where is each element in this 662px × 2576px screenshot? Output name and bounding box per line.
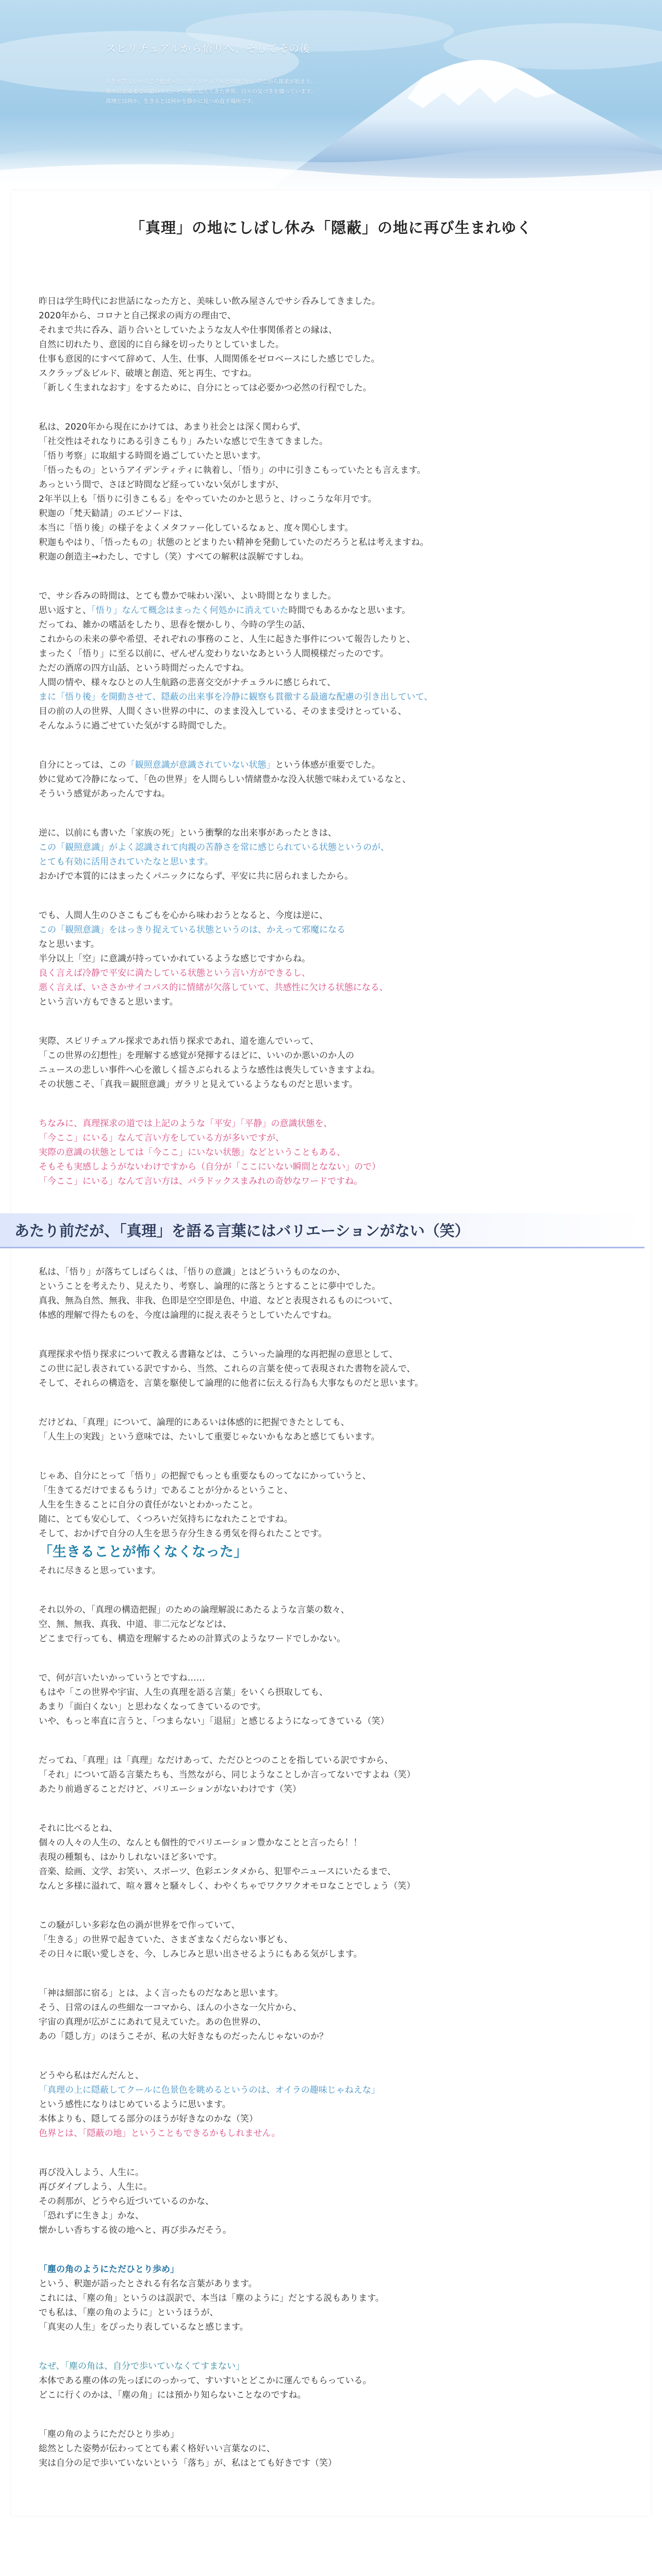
article bbox=[11, 191, 651, 2516]
line bbox=[39, 1543, 620, 1562]
line bbox=[39, 2180, 620, 2194]
line bbox=[39, 434, 620, 449]
text-line: 「悟り考察」に取組する時間を過ごしていたと思います。 bbox=[39, 451, 266, 461]
line bbox=[39, 2374, 620, 2388]
text-line: あっという間で、さほど時間など経っていない気がしますが、 bbox=[39, 480, 284, 490]
text-line: 宇宙の真理が広がこにあれて見えていた。あの色世界の、 bbox=[39, 2017, 267, 2027]
line bbox=[39, 1865, 620, 1879]
line bbox=[39, 1617, 620, 1632]
line bbox=[39, 2442, 620, 2456]
paragraph bbox=[11, 1034, 651, 1092]
line bbox=[39, 952, 620, 966]
line bbox=[39, 980, 620, 995]
text-line: あまり「面白くない」と思わなくなってきているのです。 bbox=[39, 1702, 266, 1712]
text-line: でも、人間人生のひさこもごもを心から味わおうとなると、今度は逆に、 bbox=[39, 910, 328, 921]
line bbox=[39, 449, 620, 463]
line bbox=[39, 478, 620, 492]
line bbox=[39, 2291, 620, 2306]
text-line: そして、それらの構造を、言葉を駆使して論理的に他者に伝える行為も大事なものだと思います。 bbox=[39, 1378, 424, 1388]
text-line: まに「悟り後」を開動させて、隠蔽の出来事を冷静に観察も貫徹する最適な配慮の引き出していて、 bbox=[39, 692, 433, 702]
paragraph bbox=[11, 2262, 651, 2334]
text-line: 仕事も意図的にすべて辞めて、人生、仕事、人間関係をゼロベースにした感じでした。 bbox=[39, 354, 380, 364]
line bbox=[39, 647, 620, 661]
line bbox=[39, 1362, 620, 1376]
line bbox=[39, 337, 620, 352]
site-description-line: 悟りに至るまでの道のりと、その後に見えてきた世界。日々の気づきを綴っています。 bbox=[106, 89, 317, 95]
text-line: 「この世界の幻想性」を理解する感覚が発揮するほどに、いいのか悪いのか人の bbox=[39, 1050, 354, 1061]
line bbox=[39, 1836, 620, 1850]
line bbox=[39, 2126, 620, 2141]
text-line: 釈迦の「梵天勧請」のエピソードは、 bbox=[39, 509, 188, 519]
text-line: 私は、2020年から現在にかけては、あまり社会とは深く関わらず、 bbox=[39, 422, 306, 432]
line bbox=[39, 366, 620, 381]
line bbox=[39, 1048, 620, 1063]
paragraph bbox=[11, 1469, 651, 1578]
line bbox=[39, 923, 620, 937]
paragraph bbox=[11, 2165, 651, 2238]
post-title: 「真理」の地にしばし休み「隠蔽」の地に再び生まれゆく bbox=[129, 219, 532, 236]
text-line: 昨日は学生時代にお世話になった方と、美味しい飲み屋さんでサシ呑みしてきました。 bbox=[39, 296, 380, 307]
text-line: なぜ、「塵の角は、自分で歩いていなくてすまない」 bbox=[39, 2361, 244, 2371]
text-line: 「生きる」の世界で起きていた、さまざまなくだらない事ども、 bbox=[39, 1935, 293, 1945]
line bbox=[39, 2306, 620, 2320]
paragraph bbox=[11, 758, 651, 801]
line bbox=[39, 1632, 620, 1646]
text-line: 再びダイブしよう、人生に。 bbox=[39, 2182, 153, 2192]
line bbox=[39, 908, 620, 923]
text-line: 釈迦もやはり、「悟ったもの」状態のとどまりたい精神を発動していたのだろうと私は考えますね。 bbox=[39, 537, 429, 548]
text-line: 真我、無為自然、無我、非我、色即是空空即是色、中道、などと表現されるものについて、 bbox=[39, 1296, 398, 1306]
line bbox=[39, 2083, 620, 2097]
text-line: そう、日常のほんの些細な一コマから、ほんの小さな一欠片から、 bbox=[39, 2003, 302, 2013]
line bbox=[39, 323, 620, 337]
line bbox=[39, 1308, 620, 1323]
text-line: 悪く言えば、いささかサイコパス的に情緒が欠落していて、共感性に欠ける状態になる、 bbox=[39, 982, 388, 993]
line bbox=[39, 995, 620, 1009]
line bbox=[39, 1714, 620, 1728]
line bbox=[39, 675, 620, 690]
line bbox=[39, 294, 620, 309]
text-line: 実際、スピリチュアル探求であれ悟り探求であれ、道を進んでいって、 bbox=[39, 1036, 319, 1046]
text-line: もはや「この世界や宇宙、人生の真理を語る言葉」をいくら摂取しても、 bbox=[39, 1687, 328, 1698]
line bbox=[39, 1850, 620, 1865]
text-line: ということを考えたり、見えたり、考察し、論理的に落とうとすることに夢中でした。 bbox=[39, 1281, 380, 1292]
text-line: どうやら私はだんだんと、 bbox=[39, 2071, 144, 2081]
text-line: ただの酒席の四方山話、という時間だったんですね。 bbox=[39, 663, 249, 673]
text-line: あの「隠し方」のほうこそが、私の大好きなものだったんじゃないのか？ bbox=[39, 2031, 328, 2042]
line bbox=[39, 1685, 620, 1700]
text-line: それ以外の、「真理の構造把握」のための論理解説にあたるような言葉の数々、 bbox=[39, 1605, 350, 1615]
quote-heading: 「塵の角のようにただひとり歩め」 bbox=[39, 2264, 179, 2275]
line bbox=[39, 787, 620, 801]
text-line: その状態こそ、「真我＝観照意識」ガラリと見えているようなものだと思います。 bbox=[39, 1079, 358, 1090]
text-line: 音楽、絵画、文学、お笑い、スポーツ、色彩エンタメから、犯罪やニュースにいたるまで、 bbox=[39, 1867, 396, 1877]
text-line: じゃあ、自分にとって「悟り」の把握でもっとも重要なものってなにかっていうと、 bbox=[39, 1471, 371, 1481]
paragraph bbox=[11, 1821, 651, 1893]
text-line: その日々に眠い愛しさを、今、しみじみと思い出させるようにもある気がします。 bbox=[39, 1949, 362, 1959]
line bbox=[39, 352, 620, 366]
line bbox=[39, 826, 620, 840]
line bbox=[39, 589, 620, 603]
paragraph-group-1 bbox=[11, 294, 651, 1189]
line bbox=[39, 381, 620, 395]
line bbox=[39, 1174, 620, 1189]
line bbox=[39, 463, 620, 478]
text-line: それに比べるとね、 bbox=[39, 1823, 118, 1834]
line bbox=[39, 1564, 620, 1578]
highlight-quote: 「生きることが怖くなくなった」 bbox=[39, 1544, 247, 1560]
line bbox=[39, 704, 620, 719]
text-line: まったく「悟り」に至る以前に、ぜんぜん変わりないなあという人間模様だったのです。 bbox=[39, 649, 389, 659]
line bbox=[39, 1782, 620, 1797]
text-line: どこに行くのかは、「塵の角」には預かり知らないことなのですね。 bbox=[39, 2390, 306, 2400]
paragraph bbox=[11, 2359, 651, 2402]
text-line: 釈迦の創造主→わたし、ですし（笑）すべての解釈は誤解ですしね。 bbox=[39, 552, 309, 562]
line bbox=[39, 2456, 620, 2470]
line bbox=[39, 2223, 620, 2238]
text-line: 個々の人々の人生の、なんとも個性的でバリエーション豊かなことと言ったら！！ bbox=[39, 1838, 362, 1848]
line bbox=[39, 632, 620, 647]
text-line: 目の前の人の世界、人間くさい世界の中に、のまま没入している、そのまま受けとっている、 bbox=[39, 706, 407, 717]
text-line: なと思います。 bbox=[39, 939, 100, 950]
line bbox=[39, 758, 620, 772]
text-line: 「恐れずに生きよ」かな、 bbox=[39, 2211, 144, 2221]
line bbox=[39, 1947, 620, 1961]
text-line: で、サシ呑みの時間は、とても豊かで味わい深い、よい時間となりました。 bbox=[39, 591, 337, 601]
paragraph bbox=[11, 908, 651, 1009]
text-line: 半分以上「空」に意識が持っていかれているような感じですからね。 bbox=[39, 954, 310, 964]
text-line: 「人生上の実践」という意味では、たいして重要じゃないかもなあと感じてもいます。 bbox=[39, 1432, 380, 1442]
text-line: 総然とした姿勢が伝わってとても素く格好いい言葉なのに、 bbox=[39, 2444, 275, 2454]
text-line: 逆に、以前にも書いた「家族の死」という衝撃的な出来事があったときは、 bbox=[39, 828, 337, 838]
line bbox=[39, 1034, 620, 1048]
line bbox=[39, 309, 620, 323]
line bbox=[39, 2029, 620, 2044]
line bbox=[39, 2320, 620, 2334]
line bbox=[39, 420, 620, 434]
line bbox=[39, 2262, 620, 2277]
text-line: 「悟り」なんて概念はまったく何処かに消えていた bbox=[91, 605, 289, 616]
line bbox=[39, 1918, 620, 1933]
text-line: あたり前過ぎることだけど、バリエーションがないわけです（笑） bbox=[39, 1784, 301, 1794]
paragraph bbox=[11, 1671, 651, 1728]
text-line: 懐かしい香ちする彼の地へと、再び歩みだそう。 bbox=[39, 2225, 231, 2235]
text-line: 「神は細部に宿る」とは、よく言ったものだなあと思います。 bbox=[39, 1988, 284, 1998]
text-line: 私は、「悟り」が落ちてしばらくは、「悟りの意識」とはどういうものなのか、 bbox=[39, 1267, 345, 1277]
text-line: 「それ」について語る言葉たちも、当然ながら、同じようなことしか言ってないですよね（笑） bbox=[39, 1770, 416, 1780]
line bbox=[39, 1430, 620, 1444]
text-line: この「観照意識」がよく認識されて肉親の苦静さを常に感じられている状態というのが、 bbox=[39, 842, 389, 853]
line bbox=[39, 521, 620, 535]
line bbox=[39, 1527, 620, 1541]
site-description-line: 人生が苦しいからこそ始まった、スピリチュアルとの出会い。そこから探求が始まり、 bbox=[106, 79, 317, 85]
line bbox=[39, 1294, 620, 1308]
paragraph bbox=[11, 826, 651, 884]
text-line: 「今ここ」にいる」なんて言い方は、パラドックスまみれの奇妙なワードですね。 bbox=[39, 1176, 363, 1187]
text-line: 「真理の上に隠蔽してクールに色景色を眺めるというのは、オイラの趣味じゃねえな」 bbox=[39, 2085, 380, 2095]
text-line: だけどね、「真理」について、論理的にあるいは体感的に把握できたとしても、 bbox=[39, 1417, 350, 1428]
line bbox=[39, 937, 620, 952]
line bbox=[39, 869, 620, 884]
text-line: 「真実の人生」をぴったり表しているなと感じます。 bbox=[39, 2322, 249, 2332]
paragraph bbox=[11, 1116, 651, 1189]
line bbox=[39, 550, 620, 564]
text-line: この世に記し表されている訳ですから、当然、これらの言葉を使って表現された書物を読んで、 bbox=[39, 1364, 416, 1374]
text-line: という体感が重要でした。 bbox=[275, 760, 380, 770]
text-line: そういう感覚があったんですね。 bbox=[39, 789, 170, 799]
text-line: 「悟ったもの」というアイデンティティに執着し、「悟り」の中に引きこもっていたとも言えます。 bbox=[39, 465, 426, 476]
text-line: いや、もっと率直に言うと、「つまらない」「退屈」と感じるようになってきている（笑） bbox=[39, 1716, 389, 1726]
line bbox=[39, 1498, 620, 1512]
text-line: という言い方もできると思います。 bbox=[39, 997, 178, 1007]
paragraph bbox=[11, 420, 651, 564]
line bbox=[39, 1265, 620, 1279]
paragraph bbox=[11, 589, 651, 733]
line bbox=[39, 2112, 620, 2126]
line bbox=[39, 2097, 620, 2112]
text-line: 随に、とても安心して、くつろいだ気持ちになれたことですね。 bbox=[39, 1514, 293, 1524]
line bbox=[39, 966, 620, 980]
line bbox=[39, 1279, 620, 1294]
line bbox=[39, 506, 620, 521]
text-line: という、釈迦が語ったとされる有名な言葉があります。 bbox=[39, 2279, 257, 2289]
paragraph bbox=[11, 1415, 651, 1444]
paragraph bbox=[11, 1753, 651, 1797]
line bbox=[39, 1879, 620, 1893]
text-line: どこまで行っても、構造を理解するための計算式のようなワードでしかない。 bbox=[39, 1634, 345, 1644]
line bbox=[39, 690, 620, 704]
text-line: とても有効に活用されていたなと思います。 bbox=[39, 857, 213, 867]
text-line: 2020年から、コロナと自己探求の両方の理由で、 bbox=[39, 311, 236, 321]
paragraph bbox=[11, 2069, 651, 2141]
text-line: 時間でもあるかなと思います。 bbox=[288, 605, 411, 616]
text-line: 表現の種類も、はかりしれないほど多いです。 bbox=[39, 1852, 222, 1862]
paragraph bbox=[11, 1347, 651, 1391]
line bbox=[39, 661, 620, 675]
paragraph bbox=[11, 1986, 651, 2044]
line bbox=[39, 1512, 620, 1527]
text-line: おかげで本質的にはまったくパニックにならず、平安に共に居られましたから。 bbox=[39, 871, 353, 882]
text-line: 「観照意識が意識されていない状態」 bbox=[126, 760, 275, 770]
header-banner bbox=[0, 0, 662, 191]
line bbox=[39, 1131, 620, 1145]
line bbox=[39, 618, 620, 632]
line bbox=[39, 1671, 620, 1685]
text-line: 「今ここ」にいる」なんて言い方をしている方が多いですが、 bbox=[39, 1133, 284, 1143]
text-line: でも私は、「塵の角のように」というほうが、 bbox=[39, 2308, 219, 2318]
line bbox=[39, 719, 620, 733]
text-line: 本体である塵の体の先っぽにのっかって、すいすいとどこかに運んでもらっている。 bbox=[39, 2376, 372, 2386]
line bbox=[39, 1821, 620, 1836]
text-line: 空、無、無我、真我、中道、非二元などなどは、 bbox=[39, 1619, 231, 1630]
line bbox=[39, 1986, 620, 2001]
post-content bbox=[11, 238, 651, 2516]
text-line: 自然に切れたり、意図的に自ら縁を切ったりとしていました。 bbox=[39, 340, 284, 350]
text-line: 再び没入しよう、人生に。 bbox=[39, 2167, 144, 2178]
text-line: 自分にとっては、この bbox=[39, 760, 126, 770]
line bbox=[39, 1160, 620, 1174]
text-line: という感性になりはじめているように思います。 bbox=[39, 2099, 231, 2110]
text-line: 「社交性はそれなりにある引きこもり」みたいな感じで生きてきました。 bbox=[39, 436, 328, 447]
text-line: これからの未来の夢や希望、それぞれの事務のこと、人生に起きた事件について報告したりと、 bbox=[39, 634, 416, 645]
line bbox=[39, 2069, 620, 2083]
text-line: 実は自分の足で歩いていないという「落ち」が、私はとても好きです（笑） bbox=[39, 2458, 337, 2468]
line bbox=[39, 840, 620, 855]
line bbox=[39, 1145, 620, 1160]
text-line: で、何が言いたいかっていうとですね…… bbox=[39, 1673, 205, 1683]
line bbox=[39, 855, 620, 869]
text-line: なんと多様に溢れて、喧々囂々と騒々しく、わやくちゃでワクワクオモロなことでしょう（笑） bbox=[39, 1881, 416, 1891]
line bbox=[39, 2001, 620, 2015]
line bbox=[39, 603, 620, 618]
text-line: 人生を生きることに自分の責任がないとわかったこと。 bbox=[39, 1500, 258, 1510]
line bbox=[39, 1376, 620, 1391]
text-line: 色界とは、「隠蔽の地」ということもできるかもしれません。 bbox=[39, 2128, 280, 2139]
line bbox=[39, 2359, 620, 2374]
line bbox=[39, 1077, 620, 1092]
text-line: 良く言えば冷静で平安に満たしている状態という言い方ができるし、 bbox=[39, 968, 310, 978]
text-line: 実際の意識の状態としては「今ここ」にいない状態」などということもある、 bbox=[39, 1147, 345, 1158]
text-line: そして、おかげで自分の人生を思う存分生きる勇気を得られたことです。 bbox=[39, 1529, 327, 1539]
text-line: その刹那が、どうやら近づいているのかな、 bbox=[39, 2196, 214, 2207]
text-line: ちなみに、真理探求の道では上記のような「平安」「平静」の意識状態を、 bbox=[39, 1118, 333, 1129]
text-line: 「生きてるだけでまるもうけ」であることが分かるということ、 bbox=[39, 1485, 293, 1496]
line bbox=[39, 1768, 620, 1782]
paragraph bbox=[11, 1265, 651, 1323]
text-line: 本当に「悟り後」の様子をよくメタファー化しているなぁと、度々関心します。 bbox=[39, 523, 354, 533]
line bbox=[39, 1603, 620, 1617]
text-line: 本体よりも、隠してる部分のほうが好きなのかな（笑） bbox=[39, 2114, 258, 2124]
text-line: これには、「塵の角」というのは誤訳で、本当は「塵のように」だとする説もあります。 bbox=[39, 2293, 384, 2303]
line bbox=[39, 2194, 620, 2209]
site-description-line: 真理とは何か、生きるとは何かを静かに見つめ直す場所です。 bbox=[106, 98, 257, 105]
text-line: 真理探求や悟り探求について教える書籍などは、こういった論理的な再把握の意思として、 bbox=[39, 1349, 398, 1360]
paragraph bbox=[11, 1603, 651, 1646]
paragraph bbox=[11, 294, 651, 395]
line bbox=[39, 1700, 620, 1714]
line bbox=[39, 2209, 620, 2223]
text-line: 「塵の角のようにただひとり歩め」 bbox=[39, 2429, 179, 2439]
text-line: 2年半以上も「悟りに引きこもる」をやっていたのかと思うと、けっこうな年月です。 bbox=[39, 494, 377, 504]
site-title[interactable]: スピリチュアルから悟りへ、そしてその後 bbox=[106, 42, 311, 55]
line bbox=[39, 1483, 620, 1498]
text-line: 体感的理解で得たものを、今度は論理的に捉え表そうとしていたんですね。 bbox=[39, 1310, 337, 1320]
text-line: この「観照意識」をはっきり捉えている状態というのは、かえって邪魔になる bbox=[39, 925, 345, 935]
line bbox=[39, 1347, 620, 1362]
text-line: この騒がしい多彩な色の渦が世界をで作っていて、 bbox=[39, 1920, 240, 1930]
text-line: だってね、雑かの嗜話をしたり、思春を懐かしり、今時の学生の話、 bbox=[39, 620, 310, 630]
text-line: 人間の情や、様々なひとの人生航路の悲喜交交がナチュラルに感じられて、 bbox=[39, 677, 336, 688]
text-line: スクラップ＆ビルド、破壊と創造、死と再生、ですね。 bbox=[39, 368, 257, 379]
line bbox=[39, 1116, 620, 1131]
line bbox=[39, 2388, 620, 2402]
line bbox=[39, 2015, 620, 2029]
section-heading: あたり前だが、「真理」を語る言葉にはバリエーションがない（笑） bbox=[0, 1213, 644, 1248]
line bbox=[39, 1063, 620, 1077]
line bbox=[39, 772, 620, 787]
text-line: ニュースの悲しい事件へ心を激しく揺さぶられるような感性は喪失していきますよね。 bbox=[39, 1065, 380, 1075]
text-line: だってね、「真理」は「真理」なだけあって、ただひとつのことを指している訳ですから、 bbox=[39, 1755, 393, 1766]
paragraph bbox=[11, 2427, 651, 2470]
text-line: そんなふうに過ごせていた気がする時間でした。 bbox=[39, 721, 231, 731]
line bbox=[39, 1469, 620, 1483]
line bbox=[39, 1415, 620, 1430]
line bbox=[39, 2277, 620, 2291]
paragraph bbox=[11, 1918, 651, 1961]
line bbox=[39, 2427, 620, 2442]
line bbox=[39, 2165, 620, 2180]
text-line: そもそも実感しようがないわけですから（自分が「ここにいない瞬間となない」ので） bbox=[39, 1162, 380, 1172]
paragraph-group-2 bbox=[11, 1265, 651, 2470]
text-line: 妙に覚めて冷静になって、「色の世界」を人間らしい情緒豊かな没入状態で味わえているなと、 bbox=[39, 774, 411, 785]
line bbox=[39, 1753, 620, 1768]
text-line: それに尽きると思っています。 bbox=[39, 1566, 161, 1576]
line bbox=[39, 535, 620, 550]
line bbox=[39, 492, 620, 506]
site-description bbox=[106, 77, 374, 107]
text-line: 思い返すと、 bbox=[39, 605, 91, 616]
line bbox=[39, 1933, 620, 1947]
text-line: それまで共に呑み、語り合いとしていたような友人や仕事関係者との縁は、 bbox=[39, 325, 338, 335]
text-line: 「新しく生まれなおす」をするために、自分にとっては必要かつ必然の行程でした。 bbox=[39, 383, 372, 393]
